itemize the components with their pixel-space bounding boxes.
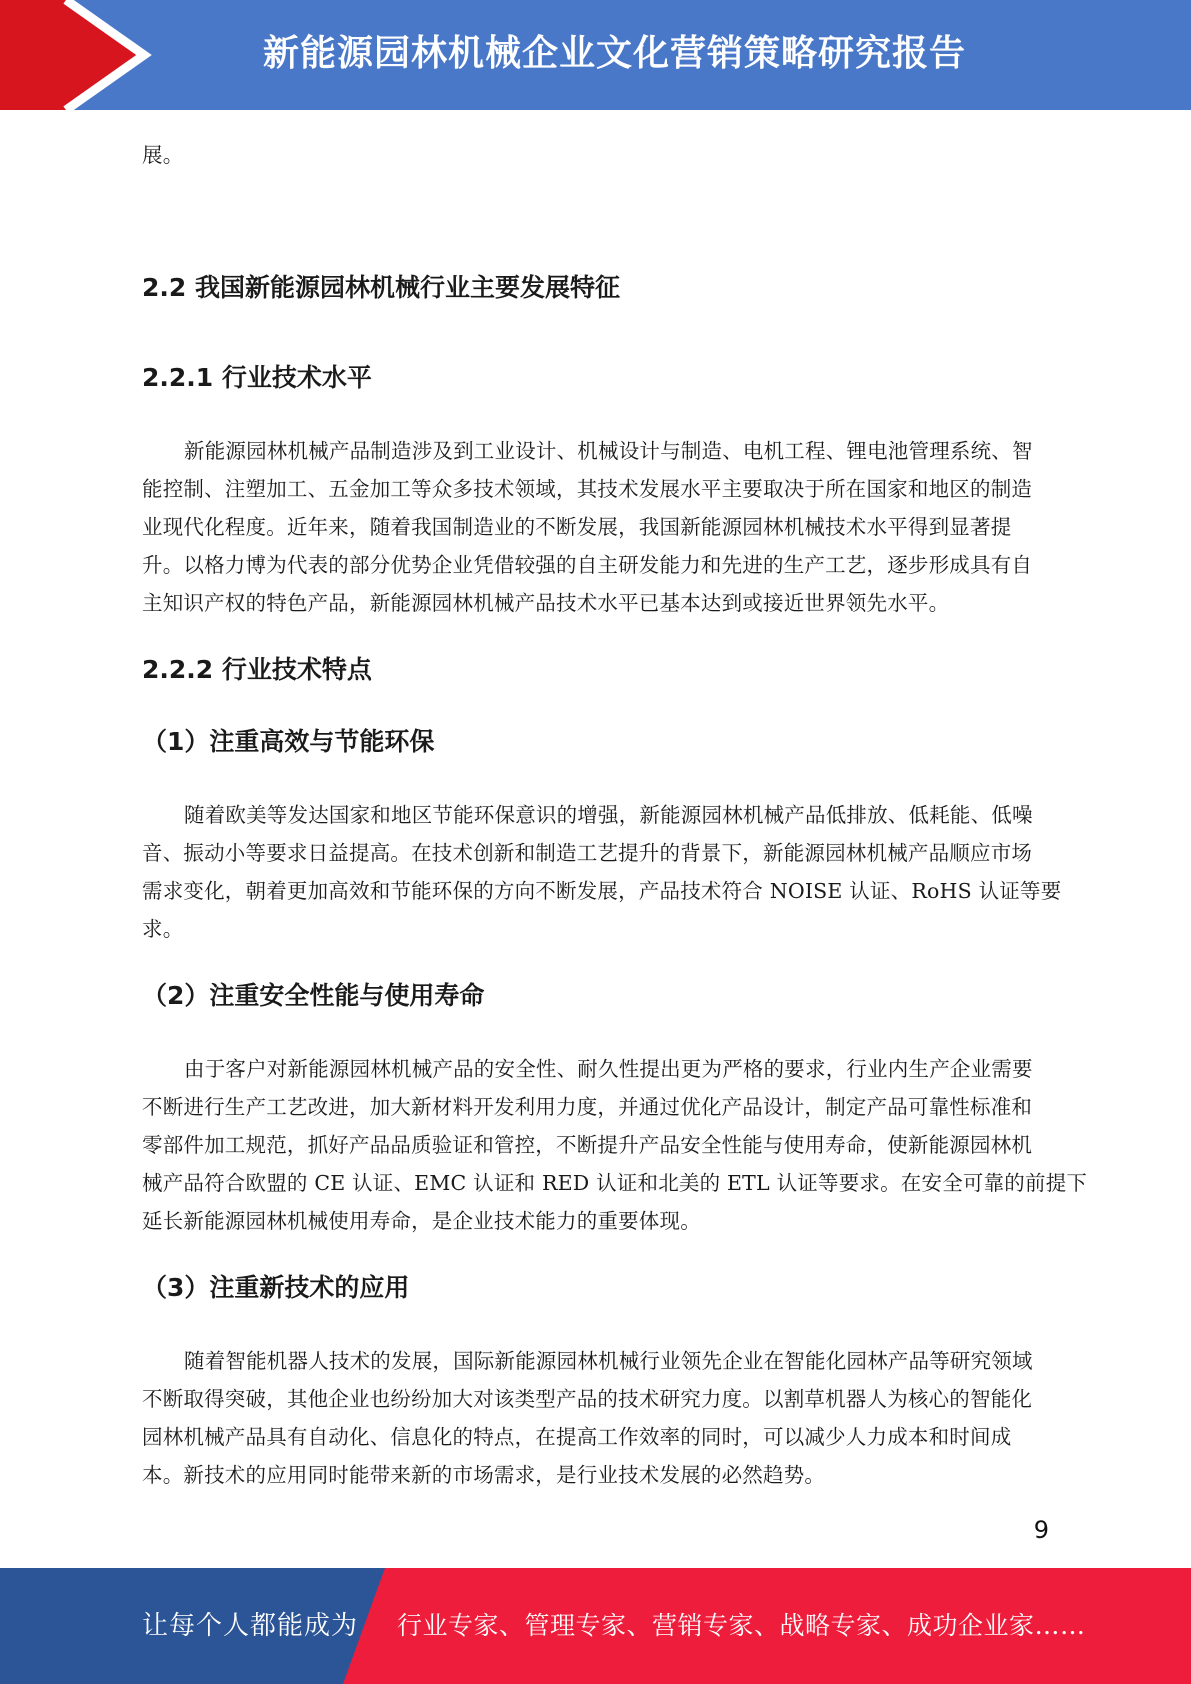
paragraph-line: 由于客户对新能源园林机械产品的安全性、耐久性提出更为严格的要求，行业内生产企业需要 (184, 1057, 1033, 1081)
section-heading-2-2: 2.2 我国新能源园林机械行业主要发展特征 (142, 273, 620, 302)
subheading-3: （3）注重新技术的应用 (142, 1273, 410, 1302)
paragraph-line: 零部件加工规范，抓好产品品质验证和管控，不断提升产品安全性能与使用寿命，使新能源园林机 (142, 1133, 1033, 1157)
paragraph-line: 业现代化程度。近年来，随着我国制造业的不断发展，我国新能源园林机械技术水平得到显著提 (142, 515, 1012, 539)
paragraph-line: 需求变化，朝着更加高效和节能环保的方向不断发展，产品技术符合 NOISE 认证、RoHS 认证等要 (142, 879, 1062, 903)
paragraph-line: 械产品符合欧盟的 CE 认证、EMC 认证和 RED 认证和北美的 ETL 认证等要求。在安全可靠的前提下 (142, 1171, 1088, 1195)
footer-slogan-right: 行业专家、管理专家、营销专家、战略专家、成功企业家…… (397, 1611, 1086, 1640)
paragraph-line: 新能源园林机械产品制造涉及到工业设计、机械设计与制造、电机工程、锂电池管理系统、智 (184, 439, 1033, 463)
subheading-1: （1）注重高效与节能环保 (142, 727, 435, 756)
paragraph-line: 园林机械产品具有自动化、信息化的特点，在提高工作效率的同时，可以减少人力成本和时间成 (142, 1425, 1012, 1449)
paragraph-line: 音、振动小等要求日益提高。在技术创新和制造工艺提升的背景下，新能源园林机械产品顺应市场 (142, 841, 1033, 865)
continuation-text: 展。 (142, 143, 184, 167)
footer-slogan-left: 让每个人都能成为 (142, 1611, 359, 1641)
paragraph-line: 随着欧美等发达国家和地区节能环保意识的增强，新能源园林机械产品低排放、低耗能、低噪 (184, 803, 1033, 827)
paragraph-line: 延长新能源园林机械使用寿命，是企业技术能力的重要体现。 (142, 1209, 701, 1233)
paragraph-line: 主知识产权的特色产品，新能源园林机械产品技术水平已基本达到或接近世界领先水平。 (142, 591, 950, 615)
paragraph-line: 求。 (142, 917, 184, 941)
report-title: 新能源园林机械企业文化营销策略研究报告 (263, 33, 967, 74)
paragraph-line: 本。新技术的应用同时能带来新的市场需求，是行业技术发展的必然趋势。 (142, 1463, 826, 1487)
paragraph-line: 不断取得突破，其他企业也纷纷加大对该类型产品的技术研究力度。以割草机器人为核心的智能化 (142, 1387, 1033, 1411)
paragraph-line: 不断进行生产工艺改进，加大新材料开发利用力度，并通过优化产品设计，制定产品可靠性标准和 (142, 1095, 1033, 1119)
footer-banner (0, 1568, 1191, 1684)
paragraph-line: 能控制、注塑加工、五金加工等众多技术领域，其技术发展水平主要取决于所在国家和地区的制造 (142, 477, 1033, 501)
subheading-2: （2）注重安全性能与使用寿命 (142, 981, 485, 1010)
paragraph-line: 升。以格力博为代表的部分优势企业凭借较强的自主研发能力和先进的生产工艺，逐步形成具有自 (142, 553, 1033, 577)
header-banner (0, 0, 1191, 110)
section-heading-2-2-2: 2.2.2 行业技术特点 (142, 655, 372, 684)
page-number: 9 (1033, 1516, 1049, 1544)
header-red-chevron (0, 0, 150, 110)
section-heading-2-2-1: 2.2.1 行业技术水平 (142, 363, 372, 392)
paragraph-line: 随着智能机器人技术的发展，国际新能源园林机械行业领先企业在智能化园林产品等研究领域 (184, 1349, 1033, 1373)
